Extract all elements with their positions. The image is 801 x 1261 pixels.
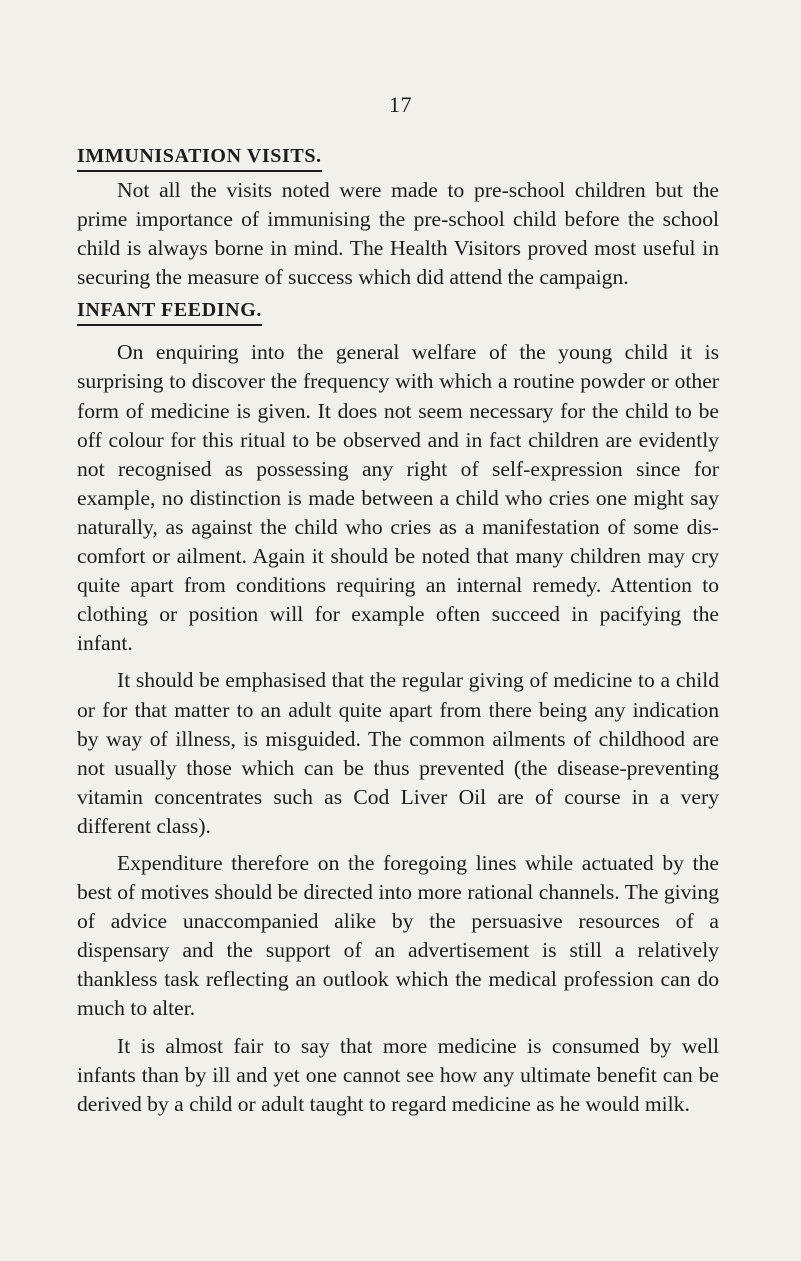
paragraph: It is almost fair to say that more medicine is consumed by well infants than by ill and yet one cannot see how any ultimate benefit can be derived by a child or adult taught to regard medicine as he would milk. (77, 1033, 719, 1116)
page-number: 17 (389, 92, 412, 117)
section-heading: INFANT FEEDING. (77, 296, 262, 326)
paragraph: Expenditure therefore on the foregoing lines while actuated by the best of motives should be directed into more rational channels. The giving of advice unaccompanied alike by the persuasive resources of a dispensary and the support of an advertisement is still a relatively thankless task reflecting an outlook which the medical profession can do much to alter. (77, 850, 719, 1021)
section-infant-feeding (77, 296, 719, 330)
paragraph: Not all the visits noted were made to pre-school children but the prime importance of immunising the pre-school child before the school child is always borne in mind. The Health Visitors proved most useful in securing the measure of success which did attend the campaign. (77, 178, 719, 290)
section-heading: IMMUNISATION VISITS. (77, 142, 322, 172)
page-content (77, 142, 719, 1119)
section-immunisation-visits (77, 142, 719, 176)
paragraph: It should be emphasised that the regular giving of medicine to a child or for that matter to an adult quite apart from there being any indication by way of illness, is misguided. The common ailments of childhood are not usually those which can be thus prevented (the disease-preventing vitamin concentrates such as Cod Liver Oil are of course in a very different class). (77, 668, 719, 838)
paragraph: On enquiring into the general welfare of the young child it is surprising to discover the frequency with which a routine powder or other form of medicine is given. It does not seem necessary for the child to be off colour for this ritual to be observed and in fact children are evidently not recognised as possessing any right of self-expression since for example, no distinction is made between a child who cries one might say naturally, as against the child who cries as a manifestation of some dis-comfort or ailment. Again it should be noted that many children may cry quite apart from conditions requiring an internal remedy. Attention to clothing or position will for example often succeed in pacifying the infant. (77, 340, 719, 656)
